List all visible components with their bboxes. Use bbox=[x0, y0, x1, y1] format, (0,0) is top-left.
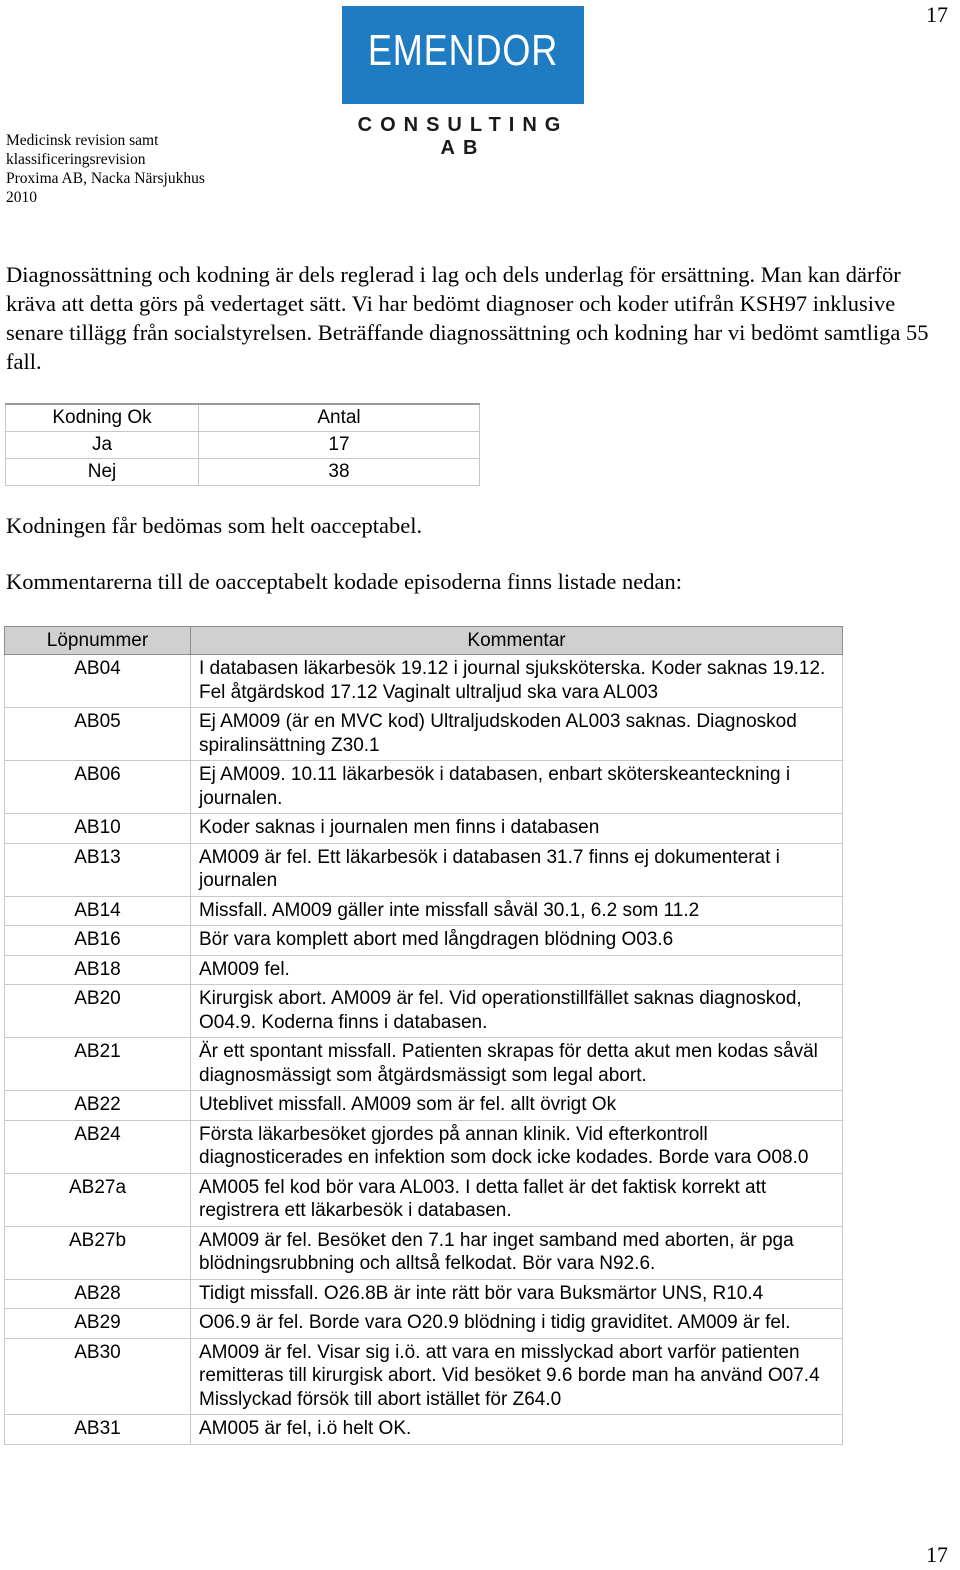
row-id: AB10 bbox=[5, 814, 191, 844]
table-row bbox=[5, 1415, 843, 1445]
header-meta-line: klassificeringsrevision bbox=[6, 151, 146, 168]
row-id: AB13 bbox=[5, 843, 191, 896]
table-row bbox=[5, 926, 843, 956]
row-id: AB27a bbox=[5, 1173, 191, 1226]
header-meta bbox=[6, 131, 205, 207]
row-comment: I databasen läkarbesök 19.12 i journal sjuksköterska. Koder saknas 19.12. Fel åtgärdskod 17.12 Vaginalt ultraljud ska vara AL003 bbox=[191, 655, 843, 708]
summary-row bbox=[6, 459, 480, 486]
row-id: AB31 bbox=[5, 1415, 191, 1445]
header-meta-line: 2010 bbox=[6, 189, 37, 206]
comments-lead: Kommentarerna till de oacceptabelt kodade episoderna finns listade nedan: bbox=[6, 569, 682, 594]
comments-header-kommentar: Kommentar bbox=[191, 627, 843, 655]
table-row bbox=[5, 955, 843, 985]
summary-header-antal: Antal bbox=[199, 404, 480, 432]
table-row bbox=[5, 655, 843, 708]
header-meta-line: Proxima AB, Nacka Närsjukhus bbox=[6, 170, 205, 187]
row-comment: Missfall. AM009 gäller inte missfall såväl 30.1, 6.2 som 11.2 bbox=[191, 896, 843, 926]
table-row bbox=[5, 896, 843, 926]
table-row bbox=[5, 761, 843, 814]
row-comment: Kirurgisk abort. AM009 är fel. Vid operationstillfället saknas diagnoskod, O04.9. Koderna finns i databasen. bbox=[191, 985, 843, 1038]
row-id: AB06 bbox=[5, 761, 191, 814]
row-comment: Första läkarbesöket gjordes på annan klinik. Vid efterkontroll diagnosticerades en infektion som dock icke kodades. Borde vara O08.0 bbox=[191, 1120, 843, 1173]
row-comment: Bör vara komplett abort med långdragen blödning O03.6 bbox=[191, 926, 843, 956]
table-row bbox=[5, 985, 843, 1038]
table-row bbox=[5, 1038, 843, 1091]
row-comment: Tidigt missfall. O26.8B är inte rätt bör vara Buksmärtor UNS, R10.4 bbox=[191, 1279, 843, 1309]
table-row bbox=[5, 814, 843, 844]
emendor-logo bbox=[342, 6, 584, 160]
row-id: AB24 bbox=[5, 1120, 191, 1173]
row-id: AB29 bbox=[5, 1309, 191, 1339]
row-id: AB22 bbox=[5, 1091, 191, 1121]
row-id: AB04 bbox=[5, 655, 191, 708]
row-comment: AM005 fel kod bör vara AL003. I detta fallet är det faktisk korrekt att registrera ett läkarbesök i databasen. bbox=[191, 1173, 843, 1226]
page-number-top: 17 bbox=[926, 2, 948, 27]
summary-count: 38 bbox=[199, 459, 480, 486]
row-comment: Uteblivet missfall. AM009 som är fel. allt övrigt Ok bbox=[191, 1091, 843, 1121]
row-comment: Ej AM009. 10.11 läkarbesök i databasen, enbart sköterskeanteckning i journalen. bbox=[191, 761, 843, 814]
header-meta-line: Medicinsk revision samt bbox=[6, 132, 159, 149]
row-comment: Ej AM009 (är en MVC kod) Ultraljudskoden AL003 saknas. Diagnoskod spiralinsättning Z30.1 bbox=[191, 708, 843, 761]
row-id: AB18 bbox=[5, 955, 191, 985]
row-id: AB05 bbox=[5, 708, 191, 761]
row-id: AB20 bbox=[5, 985, 191, 1038]
logo-subtitle: CONSULTING AB bbox=[357, 114, 569, 159]
row-comment: O06.9 är fel. Borde vara O20.9 blödning i tidig graviditet. AM009 är fel. bbox=[191, 1309, 843, 1339]
comments-header-lopnummer: Löpnummer bbox=[5, 627, 191, 655]
logo-word: EMENDOR bbox=[367, 26, 559, 75]
row-id: AB16 bbox=[5, 926, 191, 956]
comments-table bbox=[4, 626, 843, 1445]
verdict-text: Kodningen får bedömas som helt oacceptabel. bbox=[6, 513, 423, 538]
table-row bbox=[5, 1120, 843, 1173]
row-comment: AM009 är fel. Visar sig i.ö. att vara en misslyckad abort varför patienten remitteras till kirurgisk abort. Vid besöket 9.6 borde man ha använd O07.4 Misslyckad försök till abort istället för Z64.0 bbox=[191, 1338, 843, 1415]
row-comment: AM009 är fel. Ett läkarbesök i databasen 31.7 finns ej dokumenterat i journalen bbox=[191, 843, 843, 896]
row-id: AB14 bbox=[5, 896, 191, 926]
summary-label: Ja bbox=[6, 432, 199, 459]
row-comment: AM009 fel. bbox=[191, 955, 843, 985]
summary-row bbox=[6, 432, 480, 459]
row-comment: Koder saknas i journalen men finns i databasen bbox=[191, 814, 843, 844]
row-id: AB21 bbox=[5, 1038, 191, 1091]
table-row bbox=[5, 1226, 843, 1279]
intro-paragraph: Diagnossättning och kodning är dels reglerad i lag och dels underlag för ersättning. Man kan därför kräva att detta görs på vedertaget sätt. Vi har bedömt diagnoser och koder utifrån KSH97 inklusive senare tillägg från socialstyrelsen. Beträffande diagnossättning och kodning har vi bedömt samtliga 55 fall. bbox=[6, 262, 929, 374]
summary-header-kodning: Kodning Ok bbox=[6, 404, 199, 432]
row-comment: AM009 är fel. Besöket den 7.1 har inget samband med aborten, är pga blödningsrubbning och alltså felkodat. Bör vara N92.6. bbox=[191, 1226, 843, 1279]
table-row bbox=[5, 1309, 843, 1339]
logo-box bbox=[342, 6, 584, 104]
table-row bbox=[5, 1173, 843, 1226]
row-comment: Är ett spontant missfall. Patienten skrapas för detta akut men kodas såväl diagnosmässigt som åtgärdsmässigt som legal abort. bbox=[191, 1038, 843, 1091]
summary-table bbox=[5, 403, 480, 486]
row-id: AB30 bbox=[5, 1338, 191, 1415]
table-row bbox=[5, 708, 843, 761]
row-id: AB27b bbox=[5, 1226, 191, 1279]
table-row bbox=[5, 843, 843, 896]
table-row bbox=[5, 1091, 843, 1121]
table-row bbox=[5, 1338, 843, 1415]
summary-label: Nej bbox=[6, 459, 199, 486]
page-number-bottom: 17 bbox=[926, 1542, 948, 1567]
summary-count: 17 bbox=[199, 432, 480, 459]
row-comment: AM005 är fel, i.ö helt OK. bbox=[191, 1415, 843, 1445]
table-row bbox=[5, 1279, 843, 1309]
row-id: AB28 bbox=[5, 1279, 191, 1309]
